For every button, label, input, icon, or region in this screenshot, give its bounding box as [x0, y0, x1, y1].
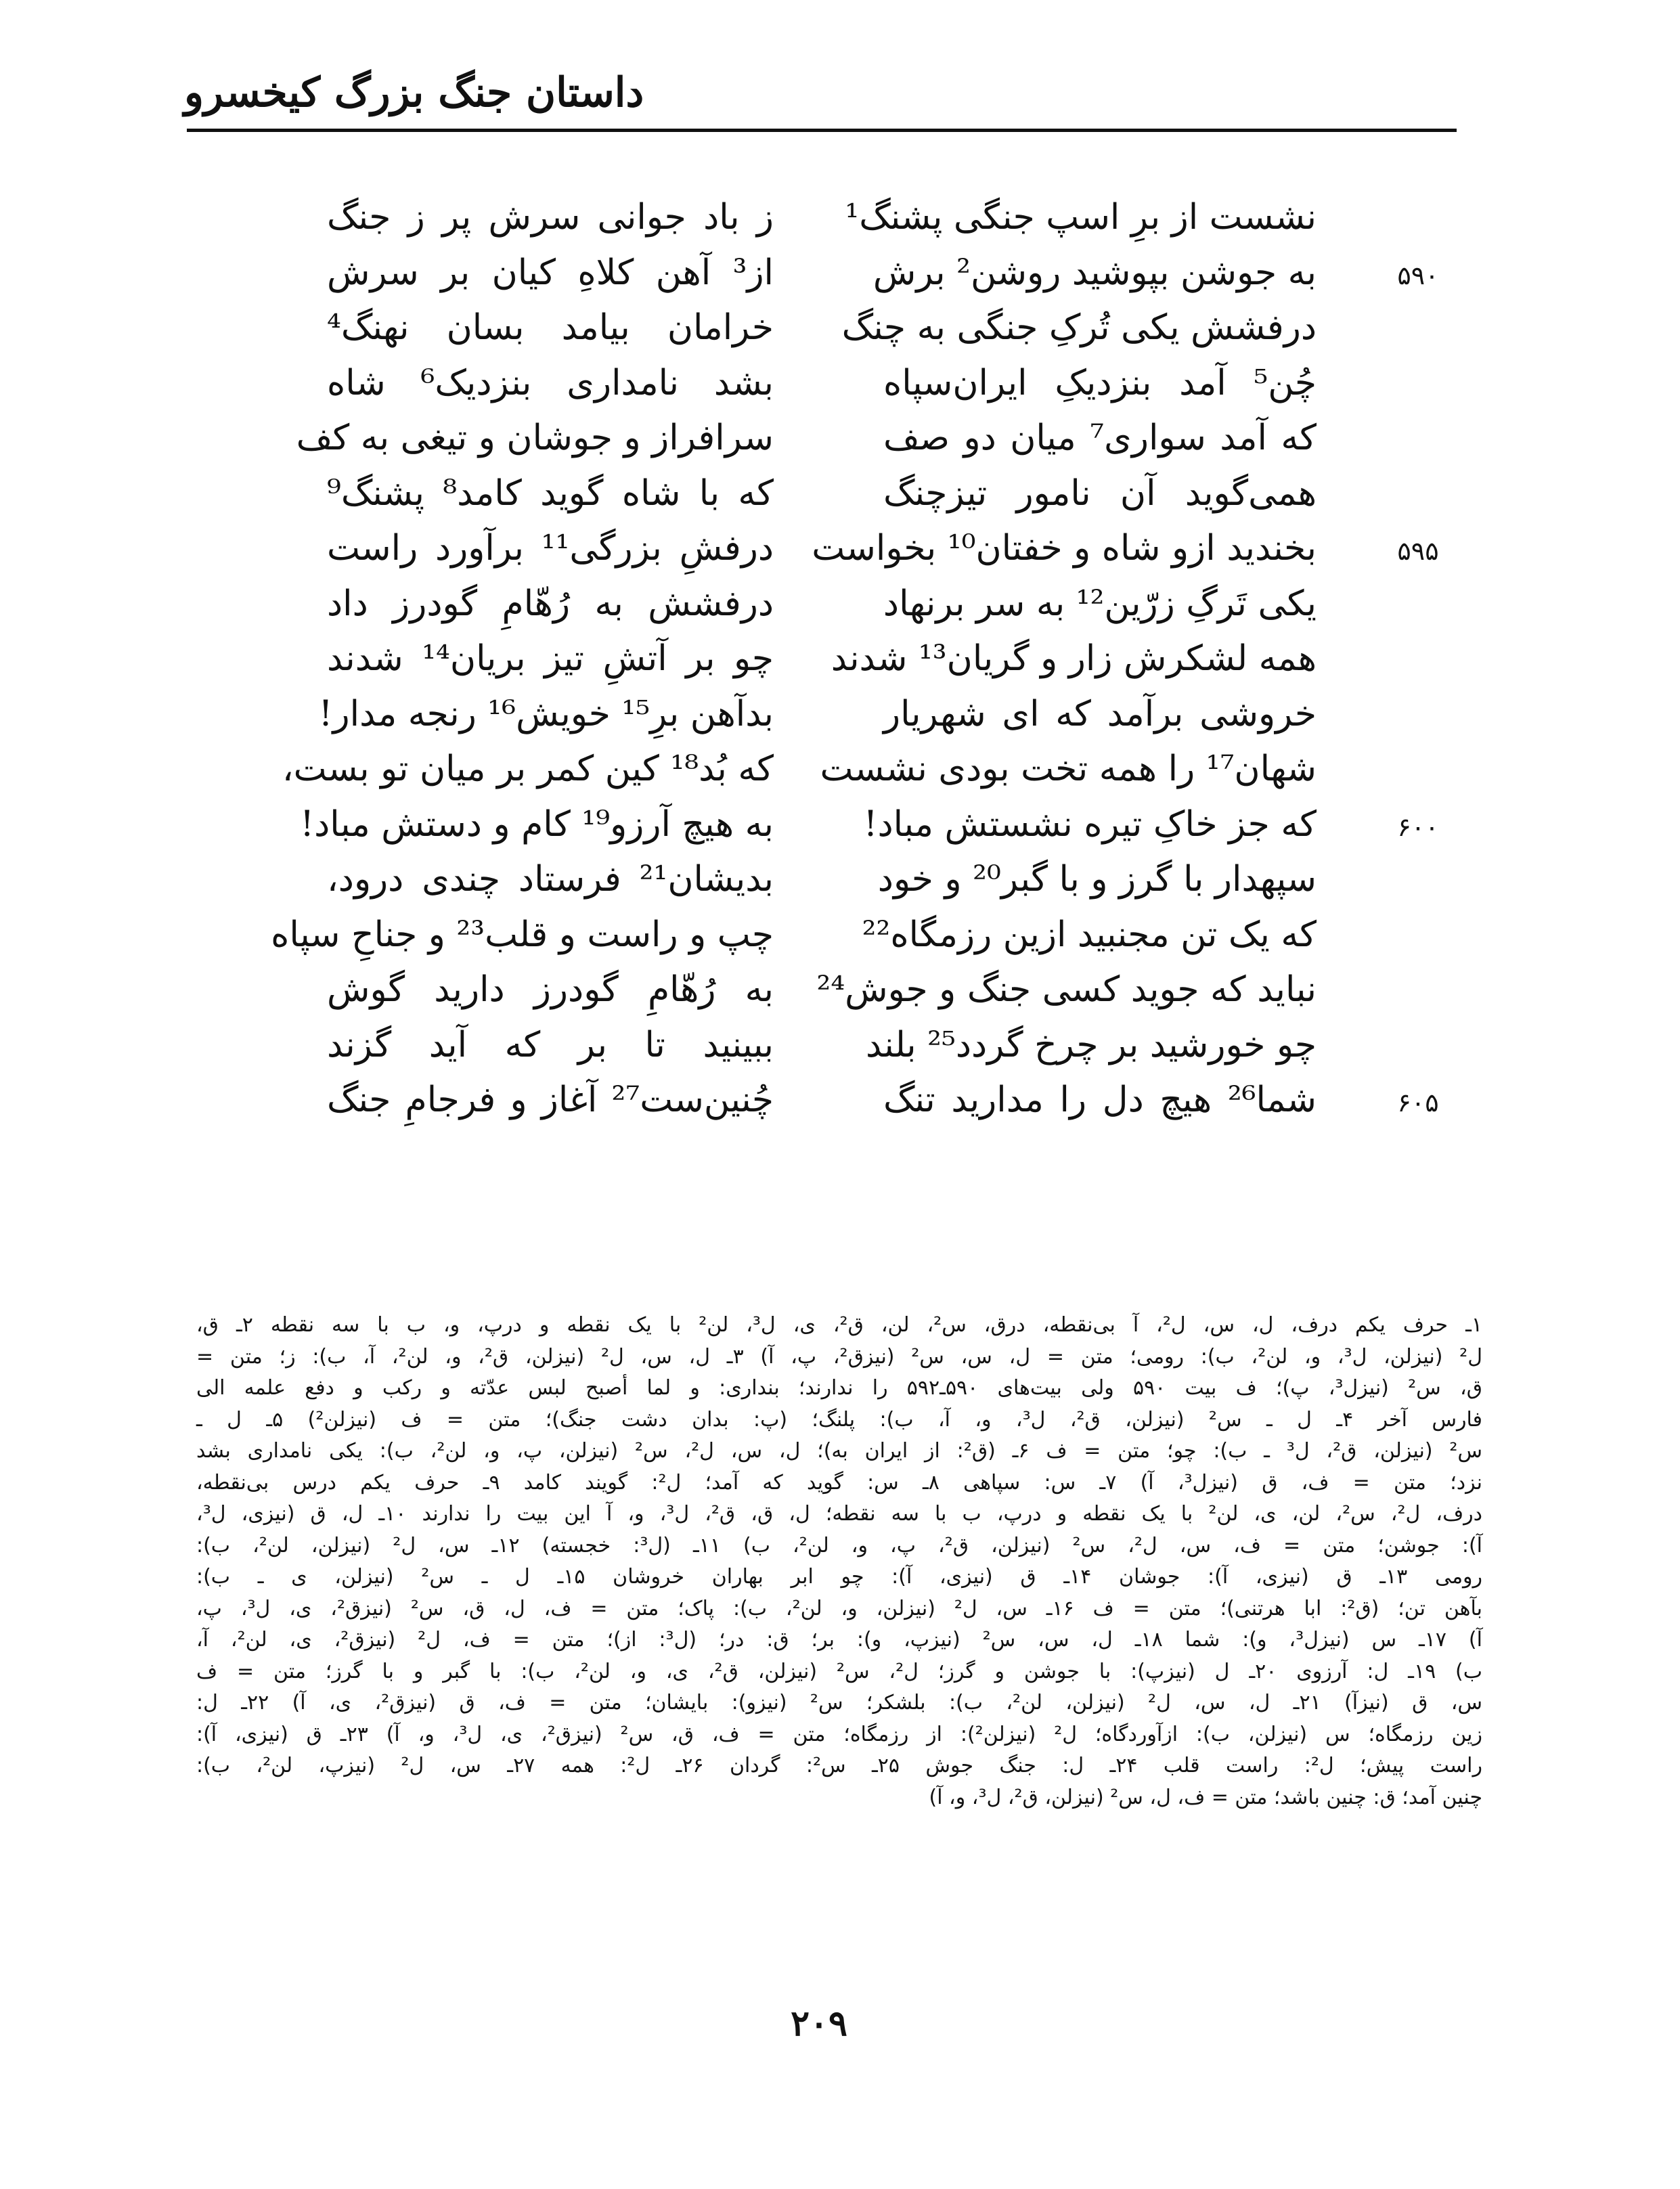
verse-line — [0, 631, 1680, 686]
hemistich-second: چُنین‌ست²⁷ آغاز و فرجامِ جنگ — [327, 1080, 774, 1120]
hemistich-first: بخندید ازو شاه و خفتان¹⁰ بخواست — [812, 528, 1317, 569]
verse-line — [0, 521, 1680, 576]
hemistich-second: چو بر آتشِ تیز بریان¹⁴ شدند — [327, 638, 774, 679]
footnote-line: س² (نیزلن، ق²، ل³ ـ ب): چو؛ متن = ف ۶ـ (ق²: از ایران به)؛ ل، س، ل²، س² (نیزلن، پ، و، لن²، ب): یکی نامداری بشد — [196, 1439, 1483, 1463]
hemistich-second: درفشش به رُهّامِ گودرز داد — [327, 583, 774, 624]
hemistich-first: درفشش یکی تُرکِ جنگی به چنگ — [841, 307, 1317, 348]
verse-number: ۵۹۰ — [1397, 260, 1439, 290]
hemistich-first: شهان¹⁷ را همه تخت بودی نشست — [820, 749, 1317, 789]
hemistich-first: سپهدار با گرز و با گبر²⁰ و خود — [877, 859, 1317, 900]
verse-line — [0, 245, 1680, 301]
footnote-line: ل² (نیزلن، ل³، و، لن²، ب): رومی؛ متن = ل، س، س² (نیزق²، پ، آ) ۳ـ ل، س، ل² (نیزلن، ق²، و، لن²، آ، ب): ز؛ متن = — [196, 1344, 1482, 1369]
verse-number — [1388, 300, 1449, 355]
hemistich-second: بدیشان²¹ فرستاد چندی درود، — [327, 859, 774, 900]
footnote-line: ب) ۱۹ـ ل: آرزوی ۲۰ـ ل (نیزپ): با جوشن و گرز؛ ل²، س² (نیزلن، ق²، ی، و، لن²، ب): با گبر و با گرز؛ متن = ف — [196, 1659, 1482, 1683]
hemistich-first: که آمد سواری⁷ میان دو صف — [883, 418, 1317, 458]
verse-number — [1388, 410, 1449, 466]
footnote-line: راست پیش؛ ل²: راست قلب ۲۴ـ ل: جنگ جوش ۲۵ـ س²: گردان ۲۶ـ ل²: همه ۲۷ـ س، ل² (نیزپ، لن²، ب): — [196, 1754, 1483, 1777]
hemistich-second: سرافراز و جوشان و تیغی به کف — [296, 418, 774, 458]
running-head-title: داستان جنگ بزرگ کیخسرو — [184, 69, 644, 116]
verse-line — [0, 300, 1680, 355]
verse-line — [0, 686, 1680, 742]
footnote-line: زین رزمگاه؛ س (نیزلن، ب): ازآوردگاه؛ ل² (نیزلن²): از رزمگاه؛ متن = ف، ق، س² (نیزق²، ی، ل³، و، آ) ۲۳ـ ق (نیزی، آ): — [196, 1722, 1482, 1746]
verse-line — [0, 962, 1680, 1017]
hemistich-second: به رُهّامِ گودرز دارید گوش — [327, 969, 774, 1010]
verse-number — [1388, 962, 1449, 1017]
hemistich-first: یکی تَرگِ زرّین¹² به سر برنهاد — [883, 583, 1317, 624]
hemistich-first: خروشی برآمد که ای شهریار — [883, 693, 1317, 734]
hemistich-second: درفشِ بزرگی¹¹ برآورد راست — [327, 528, 774, 569]
verse-number: ۶۰۵ — [1397, 1088, 1439, 1118]
footnote-line: آ): جوشن؛ متن = ف، س، ل²، س² (نیزلن، ق²، پ، و، لن²، ب) ۱۱ـ (ل³: خجسته) ۱۲ـ س، ل² (نیزلن، لن²، ب): — [196, 1533, 1482, 1557]
hemistich-first: شما²⁶ هیچ دل را مدارید تنگ — [883, 1080, 1317, 1120]
verse-number — [1388, 1017, 1449, 1073]
footnote-line: س، ق (نیزآ) ۲۱ـ ل، س، ل² (نیزلن، لن²، ب): بلشکر؛ س² (نیزو): بایشان؛ متن = ف، ق (نیزق²، ی، آ) ۲۲ـ ل: — [196, 1691, 1482, 1715]
hemistich-first: همی‌گوید آن نامور تیزچنگ — [883, 472, 1317, 514]
verse-number — [1388, 466, 1449, 521]
verse-number — [1388, 190, 1449, 245]
verse-number — [1388, 576, 1449, 632]
verse-number — [1388, 907, 1449, 963]
hemistich-first: همه لشکرش زار و گریان¹³ شدند — [831, 638, 1317, 679]
hemistich-first: که جز خاکِ تیره نشستش مباد! — [863, 803, 1317, 845]
verse-line — [0, 410, 1680, 466]
hemistich-second: خرامان بیامد بسان نهنگ⁴ — [327, 307, 774, 348]
verse-number — [1388, 741, 1449, 797]
hemistich-second: ببینید تا بر که آید گزند — [327, 1024, 774, 1065]
footnote-line: رومی ۱۳ـ ق (نیزی، آ): جوشان ۱۴ـ ق (نیزی، آ): چو ابر بهاران خروشان ۱۵ـ ل ـ س² (نیزلن، ی ـ ب): — [196, 1565, 1483, 1589]
hemistich-first: نشست از برِ اسپ جنگی پشنگ¹ — [845, 197, 1317, 238]
page-number: ۲۰۹ — [791, 2003, 847, 2044]
footnote-line: ق، س² (نیزل³، پ)؛ ف بیت ۵۹۰ ولی بیت‌های ۵۹۰ـ۵۹۲ را ندارند؛ بنداری: و لما أصبح لبس عدّته و رکب و دفع علمه الی — [196, 1376, 1482, 1400]
header-rule — [187, 129, 1457, 132]
hemistich-first: نباید که جوید کسی جنگ و جوش²⁴ — [816, 969, 1317, 1010]
verse-line — [0, 852, 1680, 907]
hemistich-second: بدآهن برِ¹⁵ خویش¹⁶ رنجه مدار! — [318, 693, 774, 734]
verse-line — [0, 466, 1680, 521]
hemistich-first: که یک تن مجنبید ازین رزمگاه²² — [862, 914, 1317, 955]
verse-number: ۵۹۵ — [1397, 536, 1439, 566]
footnote-line: ۱ـ حرف یکم درف، ل، س، ل²، آ بی‌نقطه، درق، س²، لن، ق²، ی، ل³، لن² با یک نقطه و درپ، و، ب با سه نقطه ۲ـ ق، — [196, 1313, 1482, 1337]
verse-line — [0, 576, 1680, 632]
hemistich-second: به هیچ آرزو¹⁹ کام و دستش مباد! — [300, 803, 774, 845]
hemistich-first: چو خورشید بر چرخ گردد²⁵ بلند — [865, 1024, 1317, 1065]
verse-line — [0, 907, 1680, 963]
footnote-line: نزد؛ متن = ف، ق (نیزل³، آ) ۷ـ س: سپاهی ۸ـ س: گوید که آمد؛ ل²: گویند کامد ۹ـ حرف یکم درس بی‌نقطه، — [196, 1470, 1482, 1495]
hemistich-second: که با شاه گوید کامد⁸ پشنگ⁹ — [327, 472, 774, 514]
hemistich-second: بشد نامداری بنزدیک⁶ شاه — [327, 362, 774, 403]
verse-number: ۶۰۰ — [1397, 812, 1439, 842]
hemistich-second: ز باد جوانی سرش پر ز جنگ — [327, 197, 774, 238]
verse-line — [0, 741, 1680, 797]
footnotes-block — [196, 1310, 1482, 1813]
verse-line — [0, 1017, 1680, 1073]
verse-number — [1388, 686, 1449, 742]
verse-number — [1388, 355, 1449, 411]
footnote-line: آ) ۱۷ـ س (نیزل³، و): شما ۱۸ـ ل، س، س² (نیزپ، و): بر؛ ق: در؛ (ل³: از)؛ متن = ف، ل² (نیزق²، ی، لن²، آ، — [196, 1628, 1482, 1652]
hemistich-second: که بُد¹⁸ کین کمر بر میان تو بست، — [282, 749, 774, 789]
verse-line — [0, 797, 1680, 852]
footnote-line: بآهن تن؛ (ق²: ابا هرتنی)؛ متن = ف ۱۶ـ س، ل² (نیزلن، و، لن²، ب): پاک؛ متن = ف، ل، ق، س² (نیزق²، ی، ل³، پ، — [196, 1596, 1482, 1620]
footnote-line: چنین آمد؛ ق: چنین باشد؛ متن = ف، ل، س² (نیزلن، ق²، ل³، و، آ) — [929, 1785, 1482, 1809]
verse-line — [0, 355, 1680, 411]
verse-line — [0, 190, 1680, 245]
verse-line — [0, 1072, 1680, 1128]
footnote-line: درف، ل²، س²، لن، ی، لن² با یک نقطه و درپ، ب با سه نقطه؛ ل، ق، ق²، ل³، و، آ این بیت را ندارند ۱۰ـ ل، ق (نیزی، ل³، — [196, 1502, 1483, 1526]
verse-number — [1388, 852, 1449, 907]
hemistich-first: چُن⁵ آمد بنزدیکِ ایران‌سپاه — [883, 362, 1317, 403]
hemistich-first: به جوشن بپوشید روشن² برش — [872, 252, 1317, 293]
footnote-line: فارس آخر ۴ـ ل ـ س² (نیزلن، ق²، ل³، و، آ، ب): پلنگ؛ (پ: بدان دشت جنگ)؛ متن = ف (نیزلن²) ۵ـ ل ـ — [196, 1407, 1482, 1432]
verse-number — [1388, 631, 1449, 686]
hemistich-second: از³ آهن کلاهِ کیان بر سرش — [327, 252, 774, 293]
hemistich-second: چپ و راست و قلب²³ و جناحِ سپاه — [271, 914, 774, 955]
